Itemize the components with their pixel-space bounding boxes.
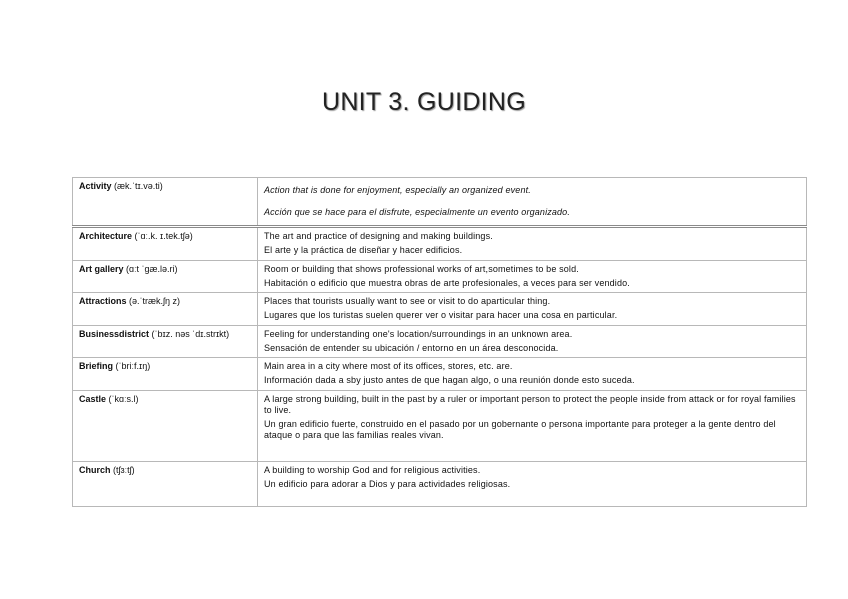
term-cell [73, 390, 258, 461]
term-name: Briefing [79, 361, 114, 371]
definition-spanish: Habitación o edificio que muestra obras de arte profesionales, a veces para ser vendido. [264, 277, 630, 288]
definition-spanish: Sensación de entender su ubicación / entorno en un área desconocida. [264, 342, 559, 353]
table-row [73, 227, 807, 261]
term-name: Activity [79, 181, 112, 191]
definition-spanish: Un gran edificio fuerte, construido en el pasado por un gobernante o persona importante para proteger a la gente dentro del ataque o para que las familias reales vivan. [264, 419, 776, 441]
table-row [73, 293, 807, 326]
term-name: Attractions [79, 296, 127, 306]
page-title: UNIT 3. GUIDING [321, 88, 527, 116]
definition-cell [258, 390, 807, 461]
definition-english: Feeling for understanding one's location/surroundings in an unknown area. [264, 328, 573, 339]
table-row [73, 461, 807, 506]
definition-spanish: Lugares que los turistas suelen querer ver o visitar para hacer una cosa en particular. [264, 310, 618, 321]
definition-spanish: Información dada a sby justo antes de que hagan algo, o una reunión donde esto suceda. [264, 375, 635, 386]
term-cell [73, 260, 258, 293]
term-pronunciation: (æk.ˈtɪ.və.ti) [114, 181, 163, 191]
glossary-table [72, 177, 807, 507]
definition-english: Main area in a city where most of its offices, stores, etc. are. [264, 361, 513, 371]
definition-english: A building to worship God and for religious activities. [264, 464, 481, 475]
term-name: Architecture [79, 231, 133, 241]
definition-cell [258, 325, 807, 358]
definition-cell [258, 260, 807, 293]
table-row [73, 325, 807, 358]
term-name: Castle [79, 393, 107, 404]
table-row [73, 390, 807, 461]
term-name: Church [79, 464, 111, 475]
definition-cell [258, 461, 807, 506]
term-cell [73, 358, 258, 391]
definition-spanish: Un edificio para adorar a Dios y para actividades religiosas. [264, 478, 511, 489]
table-row [73, 260, 807, 293]
definition-english: A large strong building, built in the past by a ruler or important person to protect the people inside from attack or for royal families to live. [264, 393, 796, 415]
definition-english: Room or building that shows professional works of art,sometimes to be sold. [264, 263, 579, 274]
term-pronunciation: (ˈbriːf.ɪŋ) [115, 361, 151, 371]
table-row [73, 178, 807, 227]
term-pronunciation: (tʃɜːtʃ) [113, 464, 135, 475]
definition-cell [258, 293, 807, 326]
definition-cell [258, 227, 807, 261]
definition-cell [258, 358, 807, 391]
term-name: Art gallery [79, 263, 124, 274]
definition-cell [258, 178, 807, 227]
term-cell [73, 178, 258, 227]
term-pronunciation: (ə.ˈtræk.ʃŋ z) [129, 296, 181, 306]
definition-english: Action that is done for enjoyment, especially an organized event. [264, 185, 531, 195]
definition-english: Places that tourists usually want to see or visit to do aparticular thing. [264, 296, 551, 306]
term-pronunciation: (ˈbɪz. nəs ˈdɪ.strɪkt) [151, 328, 230, 339]
term-pronunciation: (ɑːt ˈgæ.lə.ri) [126, 263, 178, 274]
definition-spanish: Acción que se hace para el disfrute, especialmente un evento organizado. [264, 207, 570, 218]
definition-spanish: El arte y la práctica de diseñar y hacer edificios. [264, 245, 463, 256]
term-cell [73, 293, 258, 326]
definition-english: The art and practice of designing and making buildings. [264, 231, 493, 241]
term-pronunciation: (ˈɑː.k. ɪ.tek.tʃə) [134, 231, 193, 241]
term-cell [73, 227, 258, 261]
term-name: Businessdistrict [79, 328, 150, 339]
table-row [73, 358, 807, 391]
term-pronunciation: (ˈkɑːs.l) [108, 393, 139, 404]
term-cell [73, 461, 258, 506]
term-cell [73, 325, 258, 358]
